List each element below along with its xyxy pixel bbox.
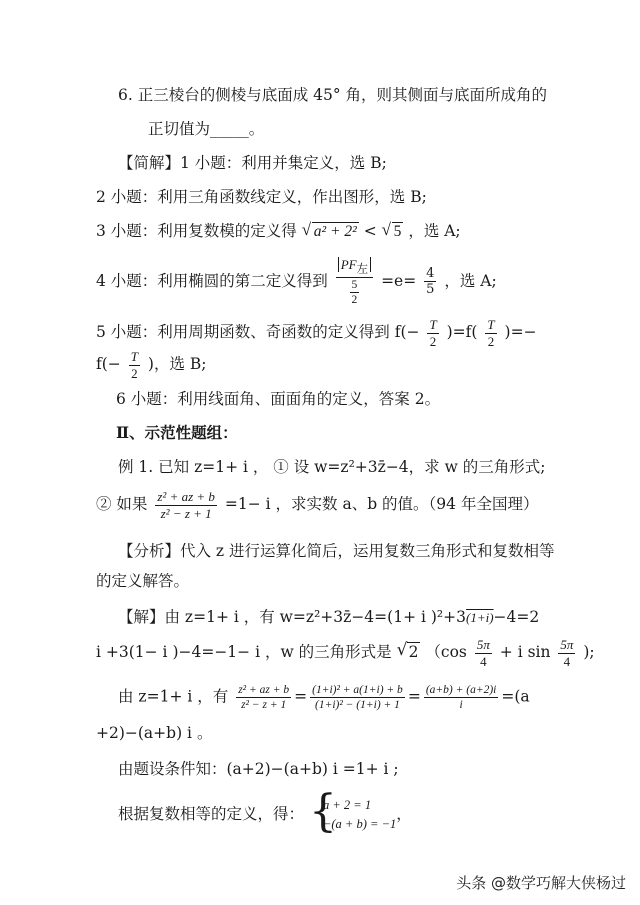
solution-item-2: 2 小题：利用三角函数线定义，作出图形，选 B; [96,188,427,206]
answer-line6-text: 根据复数相等的定义，得： [118,805,305,823]
fraction-1-numerator: z² + az + b [236,684,291,698]
less-than: < [363,222,377,240]
fraction-4-5 [424,267,436,297]
answer-line3-text: 由 z=1+ i ，有 [118,687,229,706]
solution-item-5-cont [96,350,206,380]
fraction-expr-1 [236,684,291,711]
fraction-t-2-c [129,350,140,380]
equation-system [308,786,397,837]
answer-line3-end: =(a [501,687,530,706]
four-numerator: 4 [426,265,435,281]
t-numerator: T [429,317,437,332]
fraction-z-expression [155,490,217,520]
answer-line2-text: i +3(1− i )−4=−1− i ，w 的三角形式是 [96,643,392,662]
answer-line2 [96,638,595,668]
analysis-line1: 【分析】代入 z 进行运算化简后，运用复数三角形式和复数相等 [118,542,555,560]
equation-row-2: −(a + b) = −1 [322,817,397,831]
solution-item-5-answer: )，选 B; [147,355,207,374]
cos-label: （cos [425,643,467,662]
t-numerator: T [130,349,138,364]
sqrt-expression [302,221,359,243]
two-denominator: 2 [131,365,138,381]
analysis-line2: 的定义解答。 [96,572,190,590]
fraction-2-numerator: (1+i)² + a(1+i) + b [310,684,405,698]
solution-item-4 [96,258,497,306]
two-denominator: 2 [351,293,358,306]
question-6-line1: 6. 正三棱台的侧棱与底面成 45° 角，则其侧面与底面所成角的 [118,86,548,104]
answer-line6 [118,786,412,837]
fraction-t-2-b [485,318,496,348]
solution-item-4-answer: ，选 A; [444,271,497,290]
solution-item-3-answer: ，选 A; [408,222,461,240]
fraction-1-denominator: z² − z + 1 [241,699,287,712]
angle-denominator: 4 [563,653,571,669]
fraction-5pi-4-a [475,638,492,668]
example-1-line2 [96,490,538,520]
solution-item-6: 6 小题：利用线面角、面面角的定义，答案 2。 [116,390,441,408]
radicand-5: 5 [393,223,402,240]
conjugate-term: (1+i) [465,610,494,625]
fraction-3-numerator: (a+b) + (a+2)i [424,684,499,698]
t-numerator: T [487,317,495,332]
watermark: 头条 @数学巧解大侠杨过 [456,874,626,892]
example-1-line1: 例 1. 已知 z=1+ i ， ① 设 w=z²+3z̄−4，求 w 的三角形式; [118,458,546,476]
sqrt-5 [382,221,404,243]
example-1-part2-rest: =1− i ，求实数 a、b 的值。（94 年全国理） [224,495,539,514]
solution-item-5-cont-text: f(− [96,355,121,374]
question-6-line2: 正切值为_____。 [148,120,265,138]
solution-item-3-text: 3 小题：利用复数模的定义得 [96,222,297,240]
fraction-t-2-a [427,318,438,348]
radicand: a² + 2² [313,223,357,240]
solution-item-5-text: 5 小题：利用周期函数、奇函数的定义得到 f(− [96,323,420,342]
sin-label: + i sin [499,643,551,662]
equation-row-1: a + 2 = 1 [322,798,372,812]
five-denominator: 5 [426,282,435,298]
answer-line1-text: 【解】由 z=1+ i ，有 w=z²+3z̄−4=(1+ i )²+3 [118,608,466,626]
five-numerator: 5 [350,279,360,293]
fraction-numerator: z² + az + b [157,489,215,504]
fraction-3-denominator: i [459,699,463,712]
answer-line6-end: ， [396,805,412,823]
equals-f: )=f( [446,323,478,342]
answer-line2-end: ); [583,643,595,662]
solution-item-4-text: 4 小题：利用椭圆的第二定义得到 [96,271,328,290]
fraction-pf [336,258,373,306]
solution-heading: 【简解】1 小题：利用并集定义，选 B; [118,154,387,172]
answer-line4: +2)−(a+b) i 。 [96,724,213,742]
pf-subscript: 左 [356,263,369,276]
two-denominator: 2 [429,333,437,349]
equals-e: =e= [381,271,417,290]
section-title: Ⅱ、示范性题组： [116,423,238,442]
equals-minus: )=− [504,323,537,342]
pf-label: PF [340,257,357,272]
fraction-2-denominator: (1+i)² − (1+i) + 1 [314,699,400,712]
example-1-part2-text: ② 如果 [96,495,148,514]
left-brace: { [308,786,337,837]
answer-line1-end: −4=2 [493,608,540,626]
angle-denominator: 4 [480,653,487,669]
fraction-denominator: z² − z + 1 [160,505,212,521]
angle-numerator: 5π [476,637,490,652]
solution-item-5 [96,318,537,348]
answer-line5: 由题设条件知：(a+2)−(a+b) i =1+ i ; [118,760,399,778]
answer-line1 [118,606,539,629]
sqrt-2 [397,641,421,663]
radicand-2: 2 [408,643,419,662]
two-denominator: 2 [487,333,495,349]
solution-item-3 [96,220,461,243]
fraction-expr-2 [310,684,405,711]
answer-line3: 由 z=1+ i ，有 $\frac{\text{z² + az + b}}{\text{z² − z + 1}}$ = $\frac{\text{(1+i)² + a(1+i) + b}}{\text{(1+i)² − (1+i) + 1}}$ = $\frac{(a+b) + (a+2)i}{i}$ =(a [118,684,530,712]
angle-numerator: 5π [560,637,574,652]
fraction-5-2 [350,279,360,306]
fraction-5pi-4-b [558,638,575,668]
fraction-expr-3 [424,684,499,711]
